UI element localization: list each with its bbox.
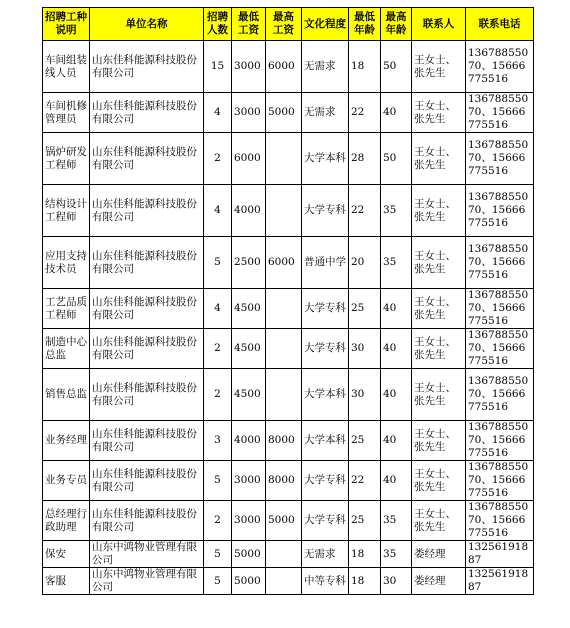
header-max-wage: 最高工资 (266, 8, 302, 41)
cell-min-wage: 2500 (232, 237, 266, 289)
table-row (43, 133, 534, 185)
cell-contact: 王女士、张先生 (412, 421, 466, 461)
cell-max-age: 40 (381, 289, 412, 329)
cell-min-age: 18 (349, 541, 381, 568)
cell-education: 无需求 (302, 541, 349, 568)
cell-job: 结构设计工程师 (43, 185, 90, 237)
cell-max-age: 40 (381, 329, 412, 369)
cell-max-age: 40 (381, 461, 412, 501)
cell-job: 保安 (43, 541, 90, 568)
header-company: 单位名称 (90, 8, 204, 41)
cell-min-age: 25 (349, 501, 381, 541)
cell-count: 2 (204, 501, 232, 541)
cell-phone: 13678855070、15666775516 (466, 369, 534, 421)
cell-education: 大学专科 (302, 461, 349, 501)
cell-count: 2 (204, 133, 232, 185)
cell-max-age: 40 (381, 369, 412, 421)
cell-max-wage: 8000 (266, 461, 302, 501)
cell-min-wage: 5000 (232, 541, 266, 568)
cell-max-age: 40 (381, 93, 412, 133)
cell-education: 大学本科 (302, 369, 349, 421)
cell-company: 山东佳科能源科技股份有限公司 (90, 461, 204, 501)
cell-phone: 13678855070、15666775516 (466, 93, 534, 133)
cell-job: 业务经理 (43, 421, 90, 461)
cell-max-wage (266, 568, 302, 595)
cell-contact: 王女士、张先生 (412, 93, 466, 133)
cell-max-age: 40 (381, 421, 412, 461)
cell-phone: 13678855070、15666775516 (466, 421, 534, 461)
cell-count: 3 (204, 421, 232, 461)
recruitment-table (42, 7, 534, 595)
cell-min-wage: 3000 (232, 93, 266, 133)
cell-contact: 王女士、张先生 (412, 185, 466, 237)
cell-phone: 13678855070、15666775516 (466, 185, 534, 237)
table-body (43, 41, 534, 595)
table-row (43, 421, 534, 461)
table-row (43, 501, 534, 541)
table-row (43, 41, 534, 93)
cell-count: 5 (204, 541, 232, 568)
cell-min-age: 22 (349, 185, 381, 237)
header-job: 招聘工种说明 (43, 8, 90, 41)
header-phone: 联系电话 (466, 8, 534, 41)
table-row (43, 93, 534, 133)
cell-education: 大学专科 (302, 185, 349, 237)
cell-max-wage: 8000 (266, 421, 302, 461)
cell-min-age: 22 (349, 461, 381, 501)
cell-contact: 娄经理 (412, 541, 466, 568)
cell-phone: 13678855070、15666775516 (466, 41, 534, 93)
cell-max-wage (266, 133, 302, 185)
cell-job: 销售总监 (43, 369, 90, 421)
cell-contact: 王女士、张先生 (412, 133, 466, 185)
cell-min-wage: 3000 (232, 501, 266, 541)
cell-min-age: 25 (349, 289, 381, 329)
cell-education: 无需求 (302, 41, 349, 93)
cell-count: 2 (204, 369, 232, 421)
cell-max-wage (266, 369, 302, 421)
cell-max-wage: 6000 (266, 237, 302, 289)
cell-job: 业务专员 (43, 461, 90, 501)
cell-max-wage (266, 329, 302, 369)
header-contact: 联系人 (412, 8, 466, 41)
cell-job: 工艺品质工程师 (43, 289, 90, 329)
cell-phone: 13256191887 (466, 541, 534, 568)
cell-job: 客服 (43, 568, 90, 595)
cell-max-wage: 5000 (266, 93, 302, 133)
table-row (43, 541, 534, 568)
cell-company: 山东佳科能源科技股份有限公司 (90, 133, 204, 185)
cell-min-wage: 5000 (232, 568, 266, 595)
cell-min-age: 30 (349, 329, 381, 369)
cell-count: 4 (204, 289, 232, 329)
cell-contact: 王女士、张先生 (412, 41, 466, 93)
cell-education: 大学专科 (302, 329, 349, 369)
cell-job: 制造中心总监 (43, 329, 90, 369)
cell-min-wage: 4500 (232, 329, 266, 369)
cell-company: 山东佳科能源科技股份有限公司 (90, 501, 204, 541)
cell-max-age: 35 (381, 501, 412, 541)
cell-education: 大学专科 (302, 289, 349, 329)
cell-company: 山东中鸿物业管理有限公司 (90, 541, 204, 568)
cell-count: 5 (204, 461, 232, 501)
cell-min-wage: 3000 (232, 461, 266, 501)
cell-contact: 王女士、张先生 (412, 237, 466, 289)
header-min-age: 最低年龄 (349, 8, 381, 41)
cell-company: 山东佳科能源科技股份有限公司 (90, 421, 204, 461)
cell-phone: 13678855070、15666775516 (466, 501, 534, 541)
cell-count: 5 (204, 237, 232, 289)
cell-max-age: 35 (381, 185, 412, 237)
cell-education: 大学本科 (302, 133, 349, 185)
cell-company: 山东佳科能源科技股份有限公司 (90, 289, 204, 329)
table-row (43, 289, 534, 329)
cell-max-age: 50 (381, 41, 412, 93)
cell-phone: 13678855070、15666775516 (466, 329, 534, 369)
cell-max-wage (266, 185, 302, 237)
cell-min-age: 30 (349, 369, 381, 421)
cell-count: 15 (204, 41, 232, 93)
cell-phone: 13678855070、15666775516 (466, 237, 534, 289)
cell-max-age: 35 (381, 237, 412, 289)
table-row (43, 568, 534, 595)
cell-job: 车间机修管理员 (43, 93, 90, 133)
cell-min-wage: 4000 (232, 185, 266, 237)
cell-min-wage: 3000 (232, 41, 266, 93)
header-min-wage: 最低工资 (232, 8, 266, 41)
cell-education: 中等专科 (302, 568, 349, 595)
cell-company: 山东佳科能源科技股份有限公司 (90, 237, 204, 289)
cell-max-age: 50 (381, 133, 412, 185)
cell-company: 山东佳科能源科技股份有限公司 (90, 93, 204, 133)
cell-company: 山东佳科能源科技股份有限公司 (90, 185, 204, 237)
cell-max-wage (266, 541, 302, 568)
cell-contact: 王女士、张先生 (412, 369, 466, 421)
cell-min-age: 22 (349, 93, 381, 133)
cell-company: 山东佳科能源科技股份有限公司 (90, 329, 204, 369)
cell-job: 车间组装线人员 (43, 41, 90, 93)
cell-contact: 王女士、张先生 (412, 501, 466, 541)
table-row (43, 185, 534, 237)
cell-job: 应用支持技术员 (43, 237, 90, 289)
cell-phone: 13678855070、15666775516 (466, 461, 534, 501)
header-education: 文化程度 (302, 8, 349, 41)
cell-max-age: 30 (381, 568, 412, 595)
cell-job: 锅炉研发工程师 (43, 133, 90, 185)
cell-min-age: 28 (349, 133, 381, 185)
table-row (43, 369, 534, 421)
cell-phone: 13256191887 (466, 568, 534, 595)
cell-job: 总经理行政助理 (43, 501, 90, 541)
cell-min-age: 20 (349, 237, 381, 289)
cell-count: 5 (204, 568, 232, 595)
cell-min-wage: 6000 (232, 133, 266, 185)
cell-company: 山东中鸿物业管理有限公司 (90, 568, 204, 595)
cell-contact: 王女士、张先生 (412, 329, 466, 369)
cell-min-wage: 4500 (232, 369, 266, 421)
cell-phone: 13678855070、15666775516 (466, 289, 534, 329)
cell-count: 2 (204, 329, 232, 369)
cell-education: 无需求 (302, 93, 349, 133)
cell-phone: 13678855070、15666775516 (466, 133, 534, 185)
cell-company: 山东佳科能源科技股份有限公司 (90, 41, 204, 93)
table-row (43, 329, 534, 369)
table-row (43, 237, 534, 289)
table-row (43, 461, 534, 501)
header-max-age: 最高年龄 (381, 8, 412, 41)
cell-company: 山东佳科能源科技股份有限公司 (90, 369, 204, 421)
cell-max-wage: 5000 (266, 501, 302, 541)
cell-contact: 王女士、张先生 (412, 461, 466, 501)
cell-min-wage: 4500 (232, 289, 266, 329)
cell-max-wage: 6000 (266, 41, 302, 93)
cell-min-age: 18 (349, 41, 381, 93)
header-row (43, 8, 534, 41)
cell-education: 大学本科 (302, 421, 349, 461)
cell-education: 大学专科 (302, 501, 349, 541)
cell-max-age: 35 (381, 541, 412, 568)
cell-contact: 娄经理 (412, 568, 466, 595)
cell-education: 普通中学 (302, 237, 349, 289)
cell-contact: 王女士、张先生 (412, 289, 466, 329)
cell-max-wage (266, 289, 302, 329)
cell-count: 4 (204, 185, 232, 237)
header-count: 招聘人数 (204, 8, 232, 41)
cell-min-wage: 4000 (232, 421, 266, 461)
cell-min-age: 25 (349, 421, 381, 461)
cell-count: 4 (204, 93, 232, 133)
cell-min-age: 18 (349, 568, 381, 595)
